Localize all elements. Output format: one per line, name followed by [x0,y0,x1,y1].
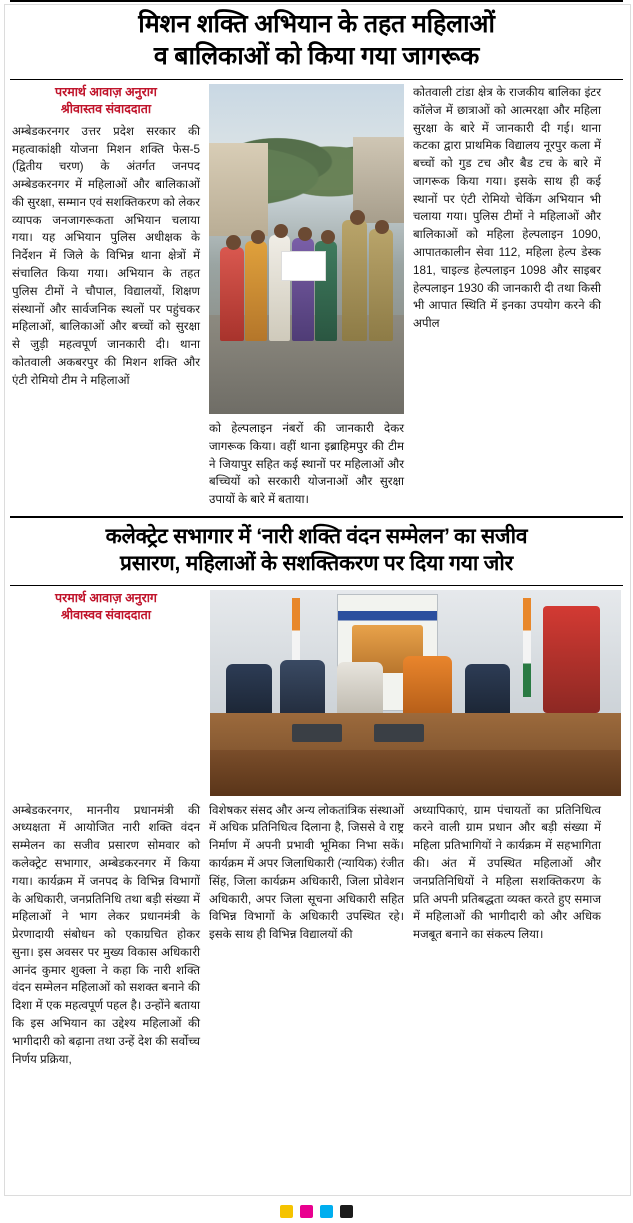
article-1-text-1: अम्बेडकरनगर उत्तर प्रदेश सरकार की महत्वाकांक्षी योजना मिशन शक्ति फेस-5 (द्वितीय चरण) के अंतर्गत जनपद अम्बेडकरनगर में महिलाओं और बालिकाओं की सुरक्षा, सम्मान एवं सशक्तिकरण को लेकर व्यापक जनजागरूकता अभियान चलाया गया। यह अभियान पुलिस अधीक्षक के निर्देशन में जिले के विभिन्न थाना क्षेत्रों में संचालित किया गया। अभियान के तहत पुलिस टीमों ने चौपाल, विद्यालयों, शिक्षण संस्थानों और सार्वजनिक स्थलों पर पहुंचकर महिलाओं, बालिकाओं और बच्चों को सुरक्षा से जुड़ी महत्वपूर्ण जानकारी दी। थाना कोतवाली अकबरपुर की मिशन शक्ति और एंटी रोमियो टीम ने महिलाओं [12,124,200,387]
article-2-text-1: अम्बेडकरनगर, माननीय प्रधानमंत्री की अध्यक्षता में आयोजित नारी शक्ति वंदन सम्मेलन का सजीव प्रसारण सोमवार को कलेक्ट्रेट सभागार, अम्बेडकरनगर में किया गया। कार्यक्रम में जनपद के विभिन्न विभागों के अधिकारी, जनप्रतिनिधि तथा बड़ी संख्या में महिलाओं ने भाग लेकर प्रधानमंत्री के प्रेरणादायी संबोधन को एकाग्रचित होकर सुना। इस अवसर पर मुख्य विकास अधिकारी आनंद कुमार शुक्ला ने कहा कि नारी शक्ति वंदन सम्मेलन महिलाओं को सशक्त बनाने की दिशा में एक महत्वपूर्ण पहल है। उन्होंने बताया कि इस अभियान का उद्देश्य महिलाओं की भागीदारी को बढ़ाना तथा उन्हें देश की सर्वोच्च निर्णय प्रक्रिया, [12,803,200,1066]
article-1-byline [12,84,200,118]
article-2-headline-line2: प्रसारण, महिलाओं के सशक्तिकरण पर दिया गया जोर [119,551,514,575]
photo2-person-4 [403,656,452,718]
article-2-byline-line2: श्रीवास्वव संवाददाता [60,607,152,622]
article-1-text-3: कोतवाली टांडा क्षेत्र के राजकीय बालिका इंटर कॉलेज में छात्राओं को आत्मरक्षा और महिला सुरक्षा के बारे में जानकारी दी गई। थाना कटका द्वारा प्राथमिक विद्यालय नूरपुर कला में बच्चों को गुड टच और बैड टच के बारे में जागरूक किया गया। इसके साथ ही कई स्थानों पर एंटी रोमियो चेकिंग अभियान भी चलाया गया। पुलिस टीमों ने महिलाओं और बालिकाओं को महिला हेल्पलाइन 1090, आपातकालीन सेवा 112, महिला हेल्प डेस्क 181, चाइल्ड हेल्पलाइन 1098 और साइबर हेल्पलाइन 1930 की जानकारी दी तथा किसी भी आपात स्थिति में इनका उपयोग करने की अपील [413,86,601,331]
article-1-headline-line1: मिशन शक्ति अभियान के तहत महिलाओं [138,10,495,38]
photo2-table-front [210,750,621,795]
photo-police-officer-2 [369,229,392,341]
photo-police-officer-head [350,210,365,225]
article-2 [0,518,633,582]
photo2-person-1 [226,664,271,718]
article-2-text-2: विशेषकर संसद और अन्य लोकतांत्रिक संस्थाओं में अधिक प्रतिनिधित्व दिलाना है, जिससे वे राष्ट्र निर्माण में अपनी प्रभावी भूमिका निभा सकें। कार्यक्रम में अपर जिलाधिकारी (न्यायिक) रंजीत सिंह, जिला कार्यक्रम अधिकारी, जिला प्रोवेशन अधिकारी, अपर जिला सूचना अधिकारी सहित विभिन्न विभागों के अधिकारी उपस्थित रहे। इसके साथ ही विभिन्न विद्यालयों की [209,803,404,942]
photo-crowd [217,190,396,342]
article-1-column-1 [12,84,200,509]
article-1-byline-line1: परमार्थ आवाज़ अनुराग [55,85,157,99]
article-2-top-row [0,586,633,796]
article-1-headline-line2: व बालिकाओं को किया गया जागरूक [153,42,480,70]
photo2-standee [543,606,601,713]
photo-person-5-head [321,230,335,244]
police-awareness-program-photo [209,84,404,414]
article-2-column-1 [12,802,200,1069]
photo2-laptop-1 [292,724,341,743]
print-registration-color-bar [0,1199,633,1223]
article-2-column-3 [413,802,601,1069]
color-swatch-cyan [320,1205,333,1218]
article-1-text-2: को हेल्पलाइन नंबरों की जानकारी देकर जागरूक किया। वहीं थाना इब्राहिमपुर की टीम ने जियापुर सहित कई स्थानों पर महिलाओं और बच्चियों को सरकारी योजनाओं और सुरक्षा उपायों के बारे में बताया। [209,422,404,507]
photo-police-officer [342,220,367,341]
photo2-person-3 [337,662,382,718]
photo2-person-5 [465,664,510,718]
color-swatch-magenta [300,1205,313,1218]
article-1-column-2 [209,84,404,509]
photo-pamphlet [281,251,326,280]
article-1 [0,2,633,76]
article-2-headline-line1: कलेक्ट्रेट सभागार में ‘नारी शक्ति वंदन सम्मेलन’ का सजीव [105,524,528,548]
article-1-byline-line2: श्रीवास्तव संवाददाता [60,101,152,116]
color-swatch-black [340,1205,353,1218]
article-1-headline [12,2,621,76]
photo2-flag-right [523,598,531,697]
photo2-laptop-2 [374,724,423,743]
article-2-body-grid [0,796,633,1069]
article-2-text-3: अध्यापिकाएं, ग्राम पंचायतों का प्रतिनिधित्व करने वाली ग्राम प्रधान और बड़ी संख्या में महिला प्रतिभागियों ने कार्यक्रम में सहभागिता की। अंत में उपस्थित महिलाओं और जनप्रतिनिधियों ने महिला सशक्तिकरण के प्रति अपनी प्रतिबद्धता व्यक्त करते हुए समाज में महिलाओं की भागीदारी को और अधिक मजबूत बनाने का संकल्प लिया। [413,803,601,942]
article-2-byline [12,590,200,624]
article-1-body-grid [0,80,633,509]
photo-police-officer-2-head [375,220,389,234]
article-1-column-3 [413,84,601,509]
photo-person-1 [220,247,243,341]
photo2-person-2 [280,660,325,718]
article-2-byline-block [12,590,200,796]
article-2-byline-line1: परमार्थ आवाज़ अनुराग [55,590,157,605]
photo-person-2 [245,241,267,341]
collectorate-auditorium-photo [210,590,621,796]
photo-person-4-head [298,227,312,241]
color-swatch-yellow [280,1205,293,1218]
article-2-headline [12,518,621,582]
article-2-column-2 [209,802,404,1069]
